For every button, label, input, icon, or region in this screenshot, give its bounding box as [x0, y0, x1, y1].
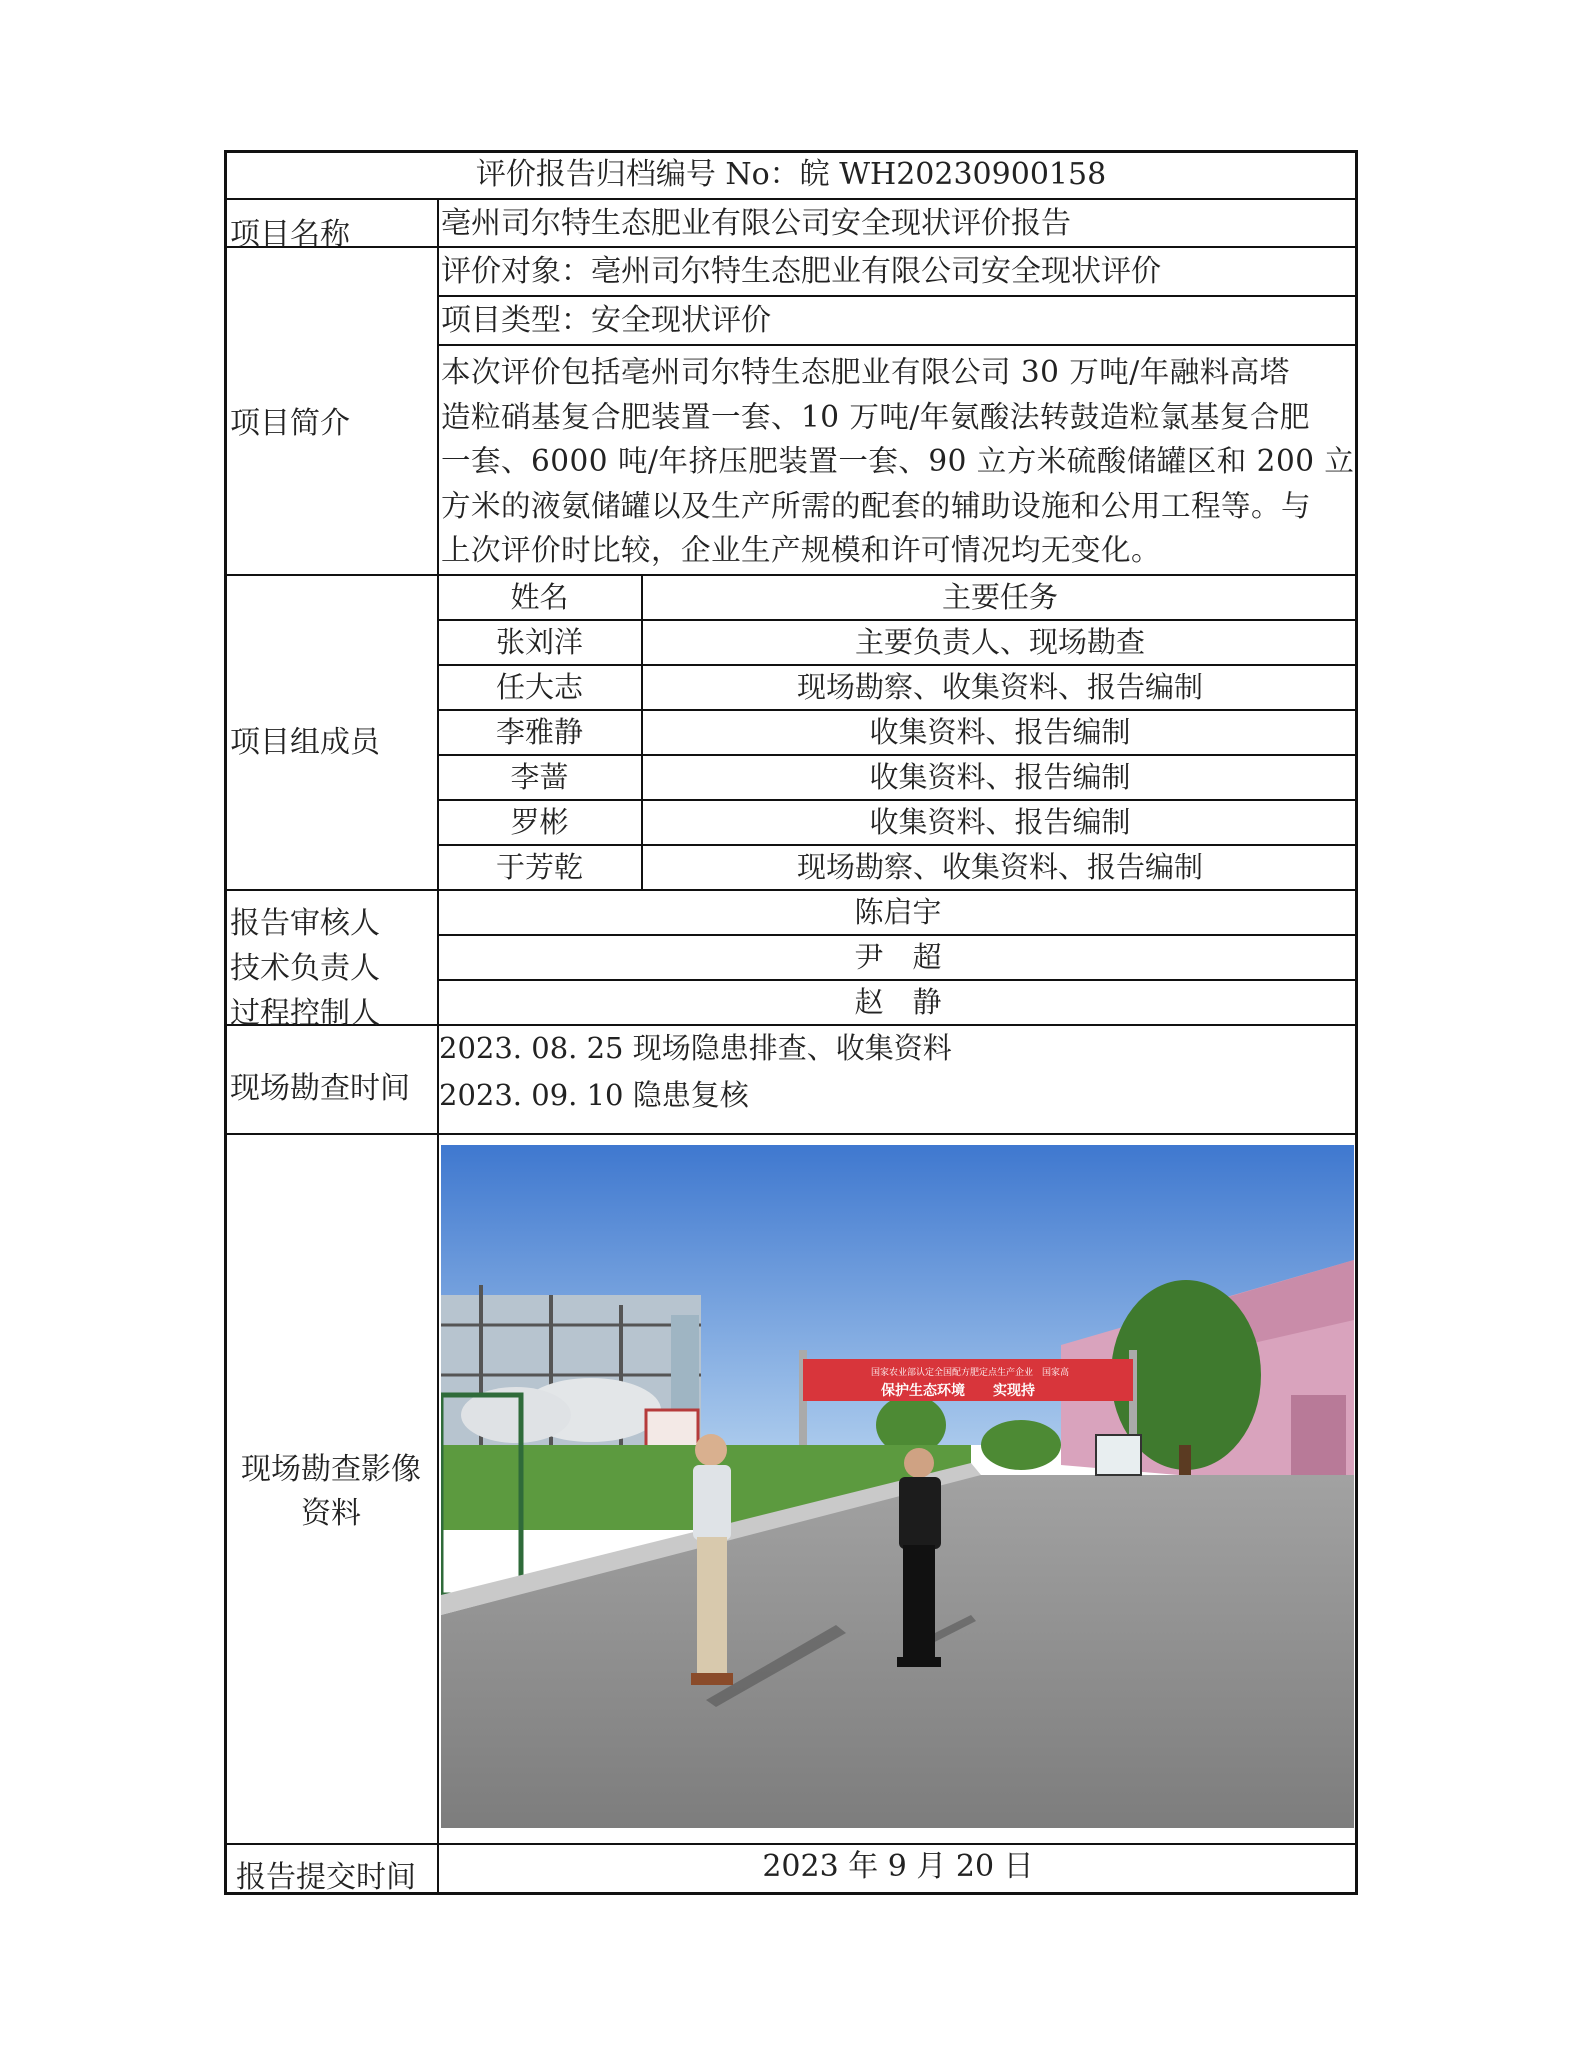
description-line: 一套、6000 吨/年挤压肥装置一套、90 立方米硫酸储罐区和 200 立: [441, 444, 1355, 479]
member-name: 任大志: [495, 670, 583, 704]
person-head: [695, 1434, 727, 1466]
row-divider: [224, 1843, 1358, 1845]
reviewer-value: 陈启宇: [854, 895, 942, 929]
members-header-task: 主要任务: [941, 580, 1058, 614]
submit-time-value: 2023 年 9 月 20 日: [762, 1849, 1034, 1884]
project-name-value: 亳州司尔特生态肥业有限公司安全现状评价报告: [441, 206, 1071, 241]
person-pants: [697, 1537, 727, 1677]
member-task: 主要负责人、现场勘查: [854, 625, 1145, 659]
survey-time-line: 2023. 08. 25 现场隐患排查、收集资料: [439, 1031, 952, 1065]
project-description: [441, 350, 1356, 573]
row-divider: [438, 344, 1358, 346]
row-divider: [224, 574, 1358, 576]
utility-cart: [1096, 1435, 1141, 1475]
process-control-value: 赵 静: [854, 985, 942, 1019]
process-control-label: 过程控制人: [230, 996, 380, 1031]
person-shoes: [897, 1657, 941, 1667]
row-divider: [438, 979, 1358, 981]
row-divider: [438, 295, 1358, 297]
row-divider: [438, 709, 1358, 711]
project-type: 项目类型：安全现状评价: [441, 303, 771, 338]
row-divider: [224, 246, 1358, 248]
row-divider: [438, 754, 1358, 756]
description-line: 造粒硝基复合肥装置一套、10 万吨/年氨酸法转鼓造粒氯基复合肥: [441, 399, 1310, 434]
tech-lead-value: 尹 超: [854, 940, 942, 974]
members-header-name: 姓名: [510, 580, 569, 614]
member-name: 李蔷: [510, 760, 569, 794]
row-divider: [224, 1133, 1358, 1135]
banner-text-line: 保护生态环境 实现持: [881, 1383, 1035, 1399]
row-divider: [224, 198, 1358, 200]
survey-time-label: 现场勘查时间: [230, 1071, 410, 1106]
member-name: 李雅静: [495, 715, 583, 749]
member-task: 收集资料、报告编制: [869, 760, 1131, 794]
description-line: 方米的液氨储罐以及生产所需的配套的辅助设施和公用工程等。与: [441, 488, 1312, 523]
project-intro-label: 项目简介: [230, 406, 350, 441]
person-shirt: [899, 1477, 941, 1549]
factory-door: [1291, 1395, 1346, 1485]
survey-photo-label-line: 现场勘查影像: [241, 1452, 421, 1487]
member-task: 现场勘察、收集资料、报告编制: [796, 850, 1203, 884]
description-line: 上次评价时比较，企业生产规模和许可情况均无变化。: [441, 533, 1162, 568]
tech-lead-label: 技术负责人: [230, 951, 380, 986]
member-task: 收集资料、报告编制: [869, 715, 1131, 749]
row-divider: [438, 799, 1358, 801]
person-shirt: [693, 1465, 731, 1540]
survey-photo-label: [226, 1448, 436, 1536]
evaluation-object: 评价对象：亳州司尔特生态肥业有限公司安全现状评价: [441, 254, 1161, 289]
row-divider: [438, 844, 1358, 846]
member-name: 张刘洋: [495, 625, 583, 659]
reviewer-label: 报告审核人: [230, 906, 380, 941]
site-photo-illustration: [441, 1145, 1354, 1828]
person-shoes: [691, 1673, 733, 1685]
members-label: 项目组成员: [230, 725, 380, 760]
survey-photo-label-line: 资料: [301, 1496, 361, 1531]
project-name-label: 项目名称: [230, 217, 350, 252]
submit-time-label: 报告提交时间: [236, 1860, 416, 1895]
tree: [981, 1420, 1061, 1470]
person-head: [904, 1448, 934, 1478]
member-task: 收集资料、报告编制: [869, 805, 1131, 839]
member-name: 于芳乾: [495, 850, 583, 884]
row-divider: [224, 889, 1358, 891]
member-task: 现场勘察、收集资料、报告编制: [796, 670, 1203, 704]
archive-number: 评价报告归档编号 No：皖 WH20230900158: [475, 157, 1107, 192]
row-divider: [438, 619, 1358, 621]
description-line: 本次评价包括亳州司尔特生态肥业有限公司 30 万吨/年融料高塔: [441, 355, 1290, 389]
site-survey-photo: [441, 1145, 1354, 1828]
row-divider: [224, 1024, 1358, 1026]
member-name: 罗彬: [510, 805, 569, 839]
row-divider: [438, 934, 1358, 936]
person-pants: [903, 1545, 935, 1660]
row-divider: [438, 664, 1358, 666]
banner-text-line: 国家农业部认定全国配方肥定点生产企业 国家高: [871, 1368, 1070, 1378]
survey-time-line: 2023. 09. 10 隐患复核: [439, 1078, 749, 1112]
